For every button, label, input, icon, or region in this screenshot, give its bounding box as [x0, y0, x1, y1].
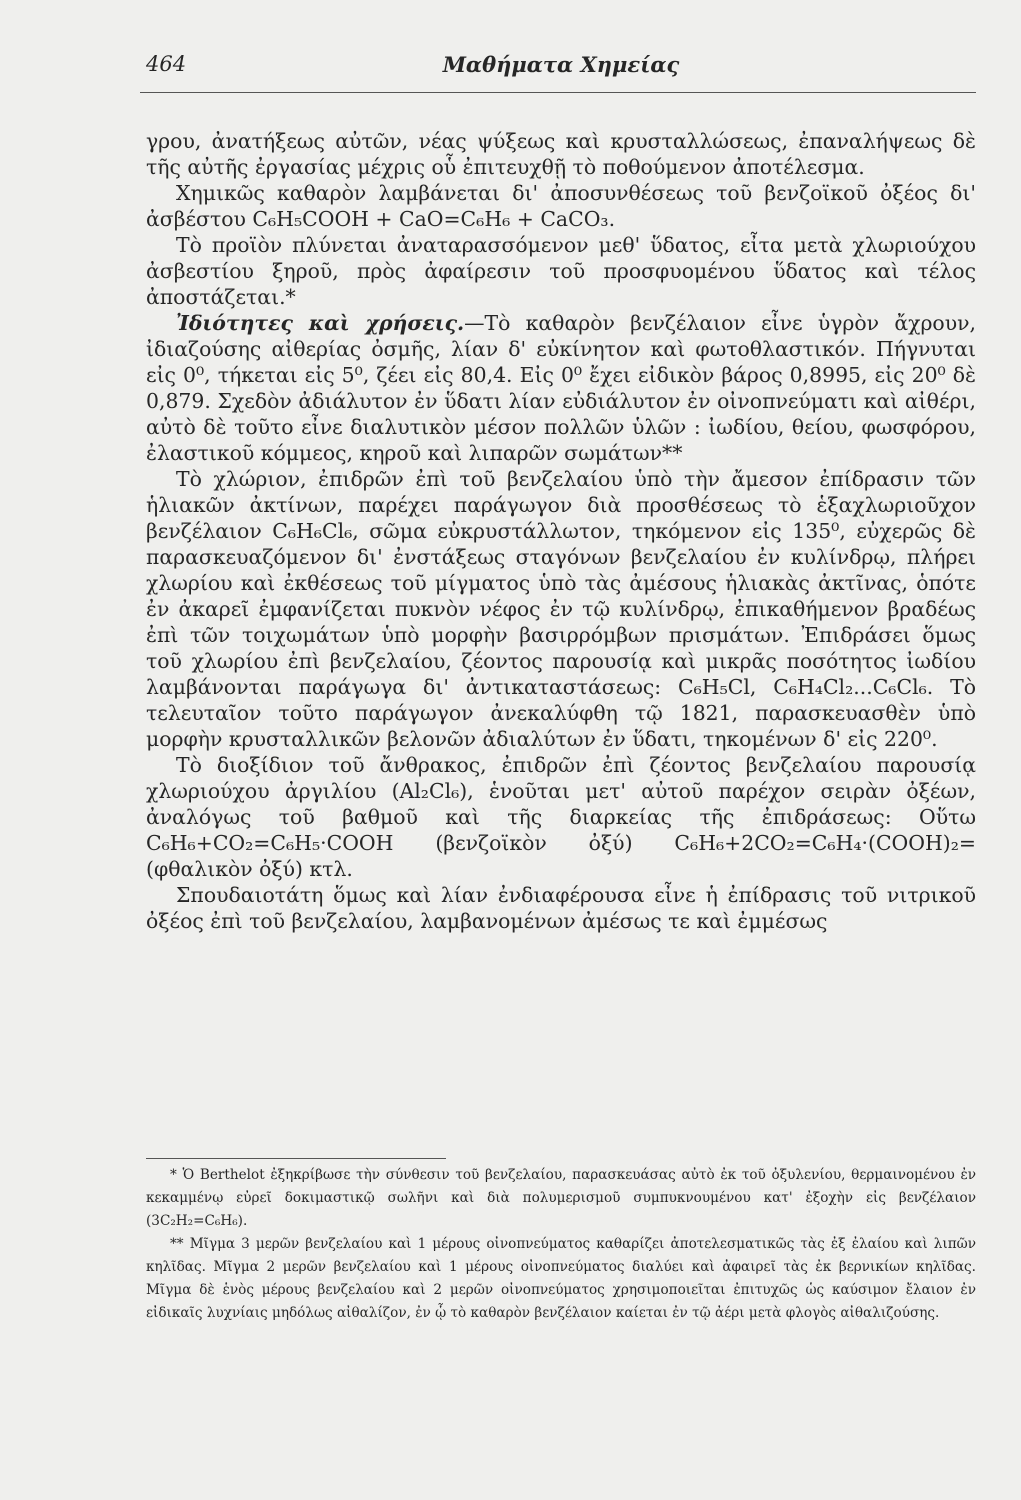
properties-text: —Τὸ καθαρὸν βενζέλαιον εἶνε ὑγρὸν ἄχρουν, ἰδιαζούσης αἰθερίας ὀσμῆς, λίαν δ' εὐκίνητον καὶ φωτοθλαστικόν. Πήγνυται εἰς 0⁰, τήκεται εἰς 5⁰, ζέει εἰς 80,4. Εἰς 0⁰ ἔχει εἰδικὸν βάρος 0,8995, εἰς 20⁰ δὲ 0,879. Σχεδὸν ἀδιάλυτον ἐν ὕδατι λίαν εὐδιάλυτον ἐν οἰνοπνεύματι καὶ αἰθέρι, αὐτὸ δὲ τοῦτο εἶνε διαλυτικὸν μέσον πολλῶν ὑλῶν : ἰωδίου, θείου, φωσφόρου, ἐλαστικοῦ κόμμεος, κηροῦ καὶ λιπαρῶν σωμάτων** — [146, 311, 976, 465]
footnote-rule — [146, 1158, 446, 1159]
header-rule — [140, 92, 976, 93]
section-label: Ἰδιότητες καὶ χρήσεις. — [176, 311, 465, 335]
paragraph: Σπουδαιοτάτη ὅμως καὶ λίαν ἐνδιαφέρουσα εἶνε ἡ ἐπίδρασις τοῦ νιτρικοῦ ὀξέος ἐπὶ τοῦ βενζελαίου, λαμβανομένων ἀμέσως τε καὶ ἐμμέσως — [146, 883, 976, 933]
running-title: Μαθήματα Χημείας — [442, 52, 680, 77]
body-text — [146, 128, 976, 934]
paragraph: Τὸ χλώριον, ἐπιδρῶν ἐπὶ τοῦ βενζελαίου ὑπὸ τὴν ἄμεσον ἐπίδρασιν τῶν ἡλιακῶν ἀκτίνων, παρέχει παράγωγον διὰ προσθέσεως τὸ ἑξαχλωριοῦχον βενζέλαιον C₆H₆Cl₆, σῶμα εὐκρυστάλλωτον, τηκόμενον εἰς 135⁰, εὐχερῶς δὲ παρασκευαζόμενον δι' ἐνστάξεως σταγόνων βενζελαίου ἐν κυλίνδρῳ, πλήρει χλωρίου καὶ ἐκθέσεως τοῦ μίγματος ὑπὸ τὰς ἀμέσους ἡλιακὰς ἀκτῖνας, ὁπότε ἐν ἀκαρεῖ ἐμφανίζεται πυκνὸν νέφος ἐν τῷ κυλίνδρῳ, ἐπικαθήμενον βραδέως ἐπὶ τῶν τοιχωμάτων ὑπὸ μορφὴν βασιρρόμβων πρισμάτων. Ἐπιδράσει ὅμως τοῦ χλωρίου ἐπὶ βενζελαίου, ζέοντος παρουσίᾳ καὶ μικρᾶς ποσότητος ἰωδίου λαμβάνονται παράγωγα δι' ἀντικαταστάσεως: C₆H₅Cl, C₆H₄Cl₂...C₆Cl₆. Τὸ τελευταῖον τοῦτο παράγωγον ἀνεκαλύφθη τῷ 1821, παρασκευασθὲν ὑπὸ μορφὴν κρυσταλλικῶν βελονῶν ἀδιαλύτων ἐν ὕδατι, τηκομένων δ' εἰς 220⁰. — [146, 467, 976, 751]
properties-paragraph — [146, 310, 976, 466]
footnote: ** Μῖγμα 3 μερῶν βενζελαίου καὶ 1 μέρους οἰνοπνεύματος καθαρίζει ἀποτελεσματικῶς τὰς ἐξ ἐλαίου καὶ λιπῶν κηλῖδας. Μῖγμα 2 μερῶν βενζελαίου καὶ 1 μέρους οἰνοπνεύματος διαλύει καὶ ἀφαιρεῖ τὰς ἐκ βερνικίων κηλῖδας. Μῖγμα δὲ ἑνὸς μέρους βενζελαίου καὶ 2 μερῶν οἰνοπνεύματος χρησιμοποιεῖται ἐπιτυχῶς ὡς καύσιμον ἔλαιον ἐν εἰδικαῖς λυχνίαις μηδόλως αἰθαλίζον, ἐν ᾧ τὸ καθαρὸν βενζέλαιον καίεται ἐν τῷ ἀέρι μετὰ φλογὸς αἰθαλιζούσης. — [146, 1236, 976, 1321]
paragraph: Τὸ διοξίδιον τοῦ ἄνθρακος, ἐπιδρῶν ἐπὶ ζέοντος βενζελαίου παρουσίᾳ χλωριούχου ἀργιλίου (Al₂Cl₆), ἑνοῦται μετ' αὐτοῦ παρέχον σειρὰν ὀξέων, ἀναλόγως τοῦ βαθμοῦ καὶ τῆς διαρκείας τῆς ἐπιδράσεως: Οὕτω C₆H₆+CO₂=C₆H₅·COOH (βενζοϊκὸν ὀξύ) C₆H₆+2CO₂=C₆H₄·(COOH)₂=(φθαλικὸν ὀξύ) κτλ. — [146, 753, 976, 881]
paragraph: Χημικῶς καθαρὸν λαμβάνεται δι' ἀποσυνθέσεως τοῦ βενζοϊκοῦ ὀξέος δι' ἀσβέστου C₆H₅COOH + CaO=C₆H₆ + CaCO₃. — [146, 181, 976, 231]
paragraph: γρου, ἀνατήξεως αὐτῶν, νέας ψύξεως καὶ κρυσταλλώσεως, ἐπαναλήψεως δὲ τῆς αὐτῆς ἐργασίας μέχρις οὗ ἐπιτευχθῇ τὸ ποθούμενον ἀποτέλεσμα. — [146, 129, 976, 179]
page-number: 464 — [146, 52, 187, 76]
footnotes — [146, 1164, 976, 1325]
paragraph: Τὸ προϊὸν πλύνεται ἀναταρασσόμενον μεθ' ὕδατος, εἶτα μετὰ χλωριούχου ἀσβεστίου ξηροῦ, πρὸς ἀφαίρεσιν τοῦ προσφυομένου ὕδατος καὶ τέλος ἀποστάζεται.* — [146, 233, 976, 309]
footnote: * Ὁ Berthelot ἐξηκρίβωσε τὴν σύνθεσιν τοῦ βενζελαίου, παρασκευάσας αὐτὸ ἐκ τοῦ ὀξυλενίου, θερμαινομένου ἐν κεκαμμένῳ εὐρεῖ δοκιμαστικῷ σωλῆνι καὶ διὰ πολυμερισμοῦ συμπυκνουμένου κατ' ἐξοχὴν εἰς βενζέλαιον (3C₂H₂=C₆H₆). — [146, 1167, 976, 1229]
page-header — [146, 52, 976, 92]
